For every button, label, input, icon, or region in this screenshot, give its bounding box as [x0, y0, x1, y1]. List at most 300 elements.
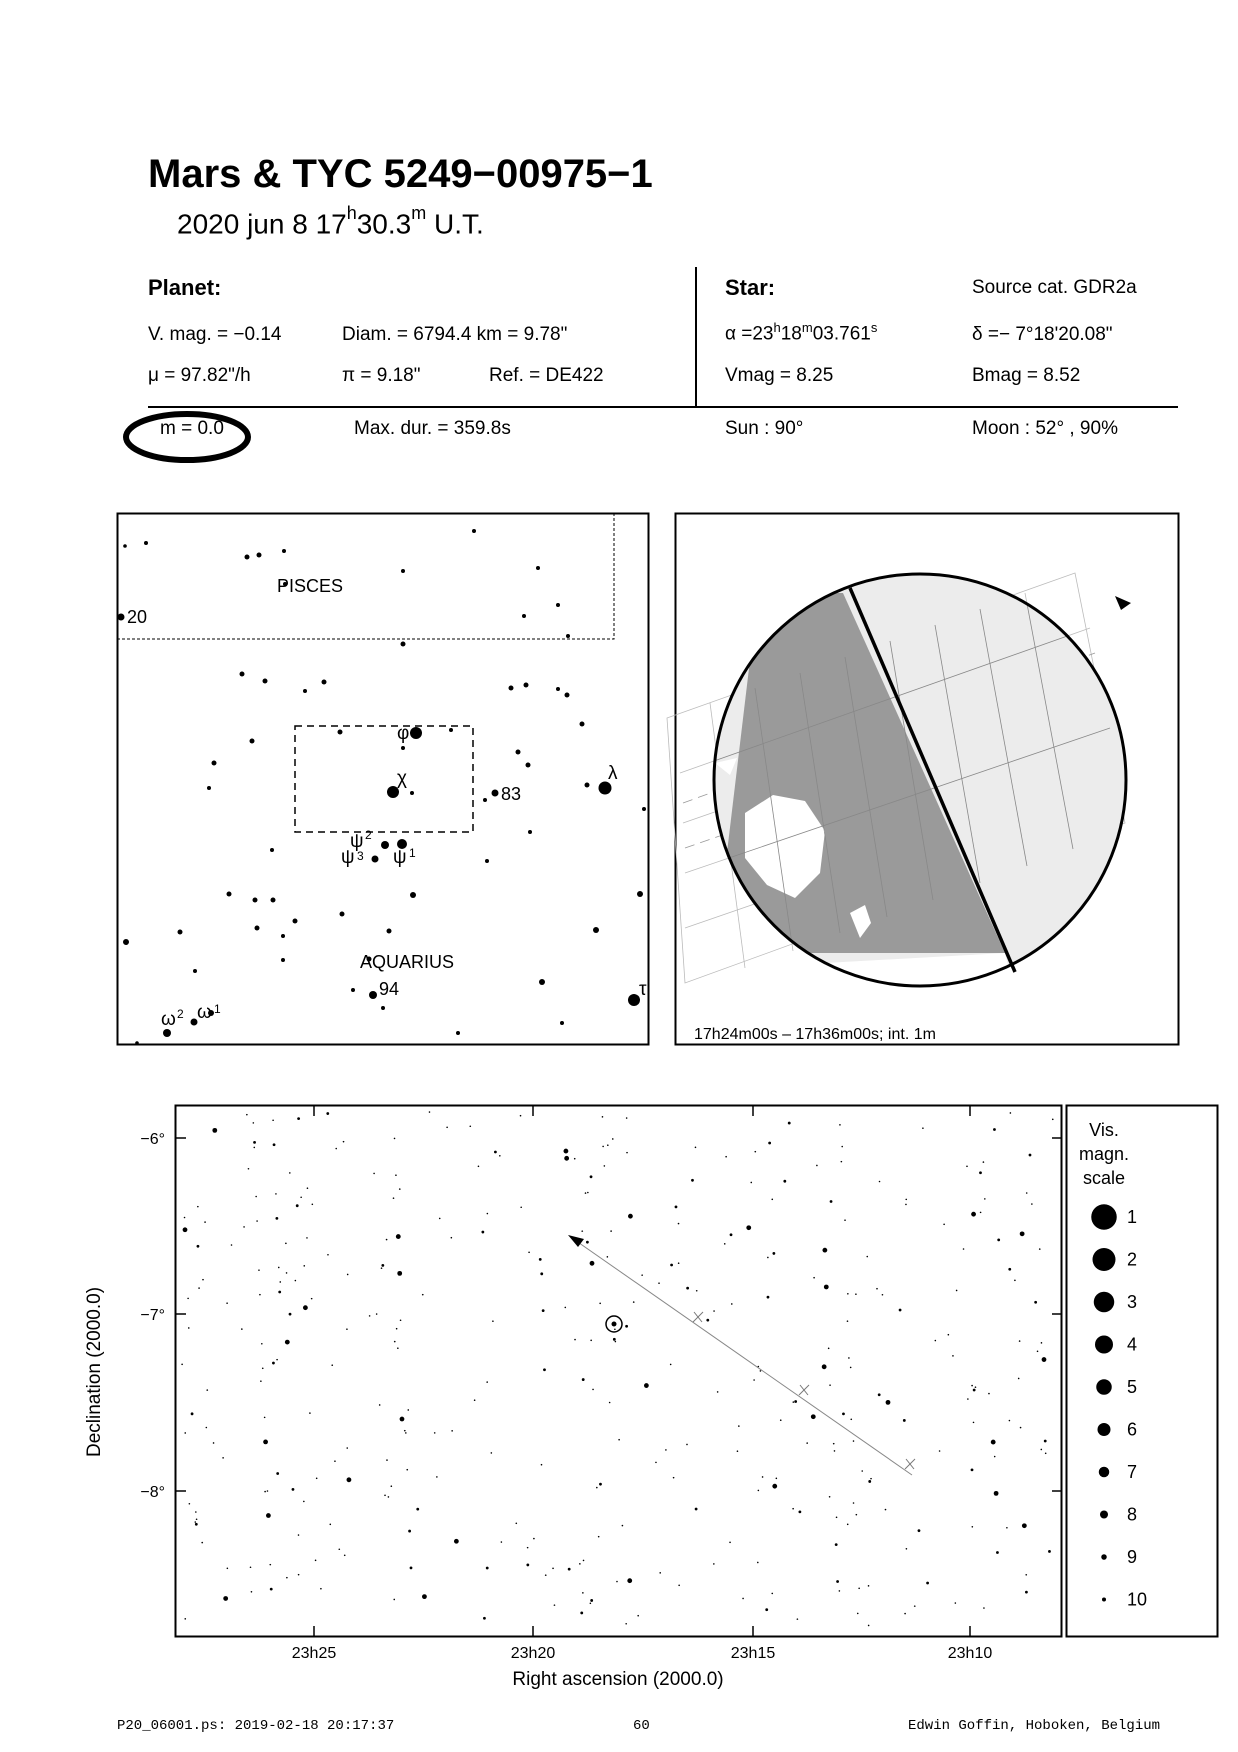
faint-star — [307, 1187, 309, 1189]
faint-star — [338, 1548, 340, 1550]
faint-star — [197, 1245, 200, 1248]
faint-star — [1031, 1203, 1033, 1205]
faint-star — [273, 1143, 276, 1146]
faint-star — [276, 1359, 278, 1361]
faint-star — [394, 1138, 396, 1140]
faint-star — [451, 1237, 453, 1239]
faint-star — [866, 1256, 868, 1258]
faint-star — [922, 1127, 924, 1129]
label-psi2: ψ — [350, 831, 364, 852]
faint-star — [626, 1117, 628, 1119]
faint-star — [858, 1587, 860, 1589]
faint-star — [248, 1168, 250, 1170]
event-max-duration: Max. dur. = 359.8s — [354, 418, 511, 439]
faint-star — [811, 1414, 816, 1419]
finder-star — [245, 555, 250, 560]
faint-star — [1037, 1351, 1039, 1353]
faint-star — [184, 1618, 186, 1620]
faint-star — [1026, 1192, 1028, 1194]
faint-star — [972, 1526, 974, 1528]
faint-star — [746, 1225, 751, 1230]
faint-star — [386, 1459, 388, 1461]
faint-star — [833, 1443, 835, 1445]
faint-star — [298, 1574, 300, 1576]
faint-star — [904, 1613, 906, 1615]
finder-star — [565, 693, 570, 698]
faint-star — [850, 1367, 852, 1369]
finder-star — [560, 1021, 564, 1025]
faint-star — [713, 1310, 715, 1312]
faint-star — [1042, 1357, 1047, 1362]
faint-star — [388, 1496, 390, 1498]
faint-star — [269, 1564, 271, 1566]
faint-star — [939, 1450, 941, 1452]
legend-marker — [1101, 1554, 1107, 1560]
faint-star — [886, 1400, 891, 1405]
legend-marker — [1098, 1423, 1111, 1436]
faint-star — [590, 1340, 592, 1342]
faint-star — [659, 1572, 661, 1574]
faint-star — [1040, 1449, 1042, 1451]
faint-star — [658, 1282, 660, 1284]
faint-star — [590, 1602, 592, 1604]
faint-star — [533, 1538, 535, 1540]
faint-star — [527, 1547, 529, 1549]
faint-star — [545, 1574, 547, 1576]
faint-star — [760, 1370, 762, 1372]
faint-star — [261, 1343, 263, 1345]
finder-star — [522, 614, 526, 618]
faint-star — [706, 1319, 709, 1322]
star-94 — [369, 991, 377, 999]
faint-star — [579, 1563, 581, 1565]
faint-star — [637, 1615, 639, 1617]
faint-star — [730, 1233, 733, 1236]
faint-star — [776, 1478, 778, 1480]
finder-star — [253, 898, 258, 903]
faint-star — [882, 1294, 884, 1296]
faint-star — [1041, 1342, 1043, 1344]
faint-star — [794, 1400, 797, 1403]
faint-star — [607, 1256, 609, 1258]
finder-star — [401, 746, 405, 750]
faint-star — [276, 1472, 279, 1475]
faint-star — [695, 1147, 697, 1149]
faint-star — [613, 1338, 616, 1341]
constellation-finder-map — [117, 513, 649, 1045]
faint-star — [201, 1542, 203, 1544]
finder-star — [135, 1041, 139, 1045]
faint-star — [906, 1548, 908, 1550]
faint-star — [295, 1280, 297, 1282]
faint-star — [587, 1192, 589, 1194]
faint-star — [1029, 1154, 1032, 1157]
faint-star — [334, 1460, 336, 1462]
faint-star — [379, 1404, 381, 1406]
faint-star — [754, 1151, 756, 1153]
finder-star — [401, 642, 406, 647]
faint-star — [198, 1287, 200, 1289]
faint-star — [329, 1524, 331, 1526]
legend-marker — [1102, 1598, 1106, 1602]
finder-star — [123, 544, 127, 548]
faint-star — [501, 1541, 503, 1543]
faint-star — [422, 1294, 424, 1296]
globe-time-caption: 17h24m00s – 17h36m00s; int. 1m — [694, 1026, 936, 1043]
planet-motion: μ = 97.82"/h — [148, 365, 251, 386]
faint-star — [286, 1577, 288, 1579]
faint-star — [604, 1165, 606, 1167]
faint-star — [194, 1521, 196, 1523]
faint-star — [971, 1385, 973, 1387]
star-bmag: Bmag = 8.52 — [972, 365, 1081, 386]
faint-star — [397, 1271, 402, 1276]
star-20 — [118, 614, 125, 621]
finder-star — [410, 892, 416, 898]
x-tick-label: 23h15 — [730, 1645, 776, 1662]
faint-star — [213, 1442, 215, 1444]
faint-star — [303, 1265, 305, 1267]
faint-star — [1020, 1427, 1022, 1429]
faint-star — [598, 1536, 600, 1538]
faint-star — [542, 1309, 545, 1312]
faint-star — [980, 1212, 982, 1214]
faint-star — [206, 1389, 208, 1391]
faint-star — [399, 1188, 401, 1190]
faint-star — [758, 1490, 760, 1492]
faint-star — [1025, 1591, 1028, 1594]
faint-star — [297, 1117, 300, 1120]
faint-star — [491, 1452, 493, 1454]
faint-star — [738, 1425, 740, 1427]
finder-star — [263, 679, 268, 684]
faint-star — [528, 1252, 530, 1254]
faint-star — [618, 1439, 620, 1441]
faint-star — [627, 1578, 632, 1583]
finder-star — [270, 848, 274, 852]
faint-star — [391, 1485, 393, 1487]
faint-star — [381, 1267, 383, 1269]
faint-star — [394, 1341, 396, 1343]
faint-star — [582, 1592, 584, 1594]
faint-star — [602, 1116, 604, 1118]
legend-marker — [1091, 1204, 1117, 1230]
faint-star — [580, 1612, 583, 1615]
finder-star — [340, 912, 345, 917]
faint-star — [227, 1567, 229, 1569]
faint-star — [381, 1264, 384, 1267]
faint-star — [767, 1296, 770, 1299]
legend-marker — [1094, 1292, 1115, 1313]
label-lambda: λ — [608, 763, 618, 784]
finder-star — [351, 988, 355, 992]
faint-star — [1044, 1440, 1047, 1443]
faint-star — [376, 1313, 378, 1315]
finder-star — [642, 807, 646, 811]
faint-star — [543, 1368, 546, 1371]
faint-star — [1008, 1268, 1011, 1271]
faint-star — [585, 1192, 587, 1194]
faint-star — [984, 1198, 986, 1200]
faint-star — [266, 1513, 271, 1518]
y-tick-label: −6° — [140, 1131, 165, 1148]
faint-star — [731, 1303, 733, 1305]
label-chi: χ — [397, 768, 407, 789]
faint-star — [343, 1141, 345, 1143]
faint-star — [582, 1378, 585, 1381]
label-psi1-index: 1 — [409, 846, 416, 860]
faint-star — [835, 1543, 838, 1546]
faint-star — [422, 1594, 427, 1599]
faint-star — [612, 1138, 614, 1140]
faint-star — [481, 1231, 484, 1234]
faint-star — [590, 1261, 595, 1266]
event-m: m = 0.0 — [160, 418, 224, 439]
faint-star — [602, 1146, 604, 1148]
faint-star — [258, 1269, 260, 1271]
faint-star — [492, 1320, 494, 1322]
faint-star — [285, 1243, 287, 1245]
faint-star — [397, 1347, 399, 1349]
x-tick-label: 23h20 — [510, 1645, 556, 1662]
faint-star — [757, 1562, 759, 1564]
faint-star — [187, 1298, 189, 1300]
faint-star — [830, 1200, 833, 1203]
faint-star — [396, 1328, 398, 1330]
faint-star — [979, 1171, 982, 1174]
faint-star — [879, 1181, 881, 1183]
faint-star — [983, 1607, 985, 1609]
faint-star — [196, 1518, 198, 1520]
faint-star — [311, 1298, 313, 1300]
faint-star — [816, 1165, 818, 1167]
faint-star — [246, 1114, 248, 1116]
finder-star — [637, 891, 643, 897]
faint-star — [264, 1417, 266, 1419]
faint-star — [183, 1227, 188, 1232]
faint-star — [742, 1598, 744, 1600]
y-axis-label: Declination (2000.0) — [84, 1286, 105, 1458]
faint-star — [641, 1274, 643, 1276]
finder-star — [207, 786, 211, 790]
legend-magnitude-label: 6 — [1127, 1419, 1138, 1440]
faint-star — [994, 1491, 999, 1496]
faint-star — [841, 1146, 843, 1148]
finder-star — [580, 722, 585, 727]
planet-ephemeris-ref: Ref. = DE422 — [489, 365, 604, 386]
faint-star — [454, 1539, 459, 1544]
footer-author: Edwin Goffin, Hoboken, Belgium — [908, 1718, 1161, 1734]
faint-star — [797, 1618, 799, 1620]
faint-star — [222, 1457, 224, 1459]
faint-star — [792, 1508, 794, 1510]
faint-star — [870, 1478, 872, 1480]
planet-diameter: Diam. = 6794.4 km = 9.78" — [342, 324, 568, 345]
faint-star — [395, 1174, 397, 1176]
faint-star — [408, 1530, 411, 1533]
faint-star — [633, 1301, 635, 1303]
faint-star — [628, 1214, 633, 1219]
label-psi2-index: 2 — [365, 828, 372, 842]
faint-star — [768, 1142, 771, 1145]
faint-star — [696, 1290, 698, 1292]
label-aquarius: AQUARIUS — [360, 952, 455, 972]
star-83 — [492, 790, 499, 797]
faint-star — [195, 1523, 198, 1526]
legend-magnitude-label: 1 — [1127, 1207, 1138, 1227]
faint-star — [1018, 1378, 1020, 1380]
finder-star — [282, 549, 286, 553]
faint-star — [996, 1551, 999, 1554]
faint-star — [568, 1568, 571, 1571]
faint-star — [189, 1503, 191, 1505]
finder-star — [556, 687, 560, 691]
faint-star — [400, 1319, 402, 1321]
faint-star — [622, 1525, 624, 1527]
finder-star — [524, 683, 529, 688]
faint-star — [540, 1272, 543, 1275]
finder-star — [271, 898, 276, 903]
faint-star — [670, 1364, 672, 1366]
faint-star — [184, 1217, 186, 1219]
faint-star — [393, 1599, 395, 1601]
label-omega2: ω — [161, 1009, 176, 1030]
faint-star — [327, 1254, 329, 1256]
faint-star — [836, 1516, 838, 1518]
finder-star — [556, 603, 560, 607]
finder-star — [303, 689, 307, 693]
faint-star — [967, 1398, 969, 1400]
faint-star — [952, 1355, 954, 1357]
finder-star — [483, 798, 487, 802]
faint-star — [429, 1111, 431, 1113]
star-psi2 — [381, 841, 389, 849]
faint-star — [264, 1491, 266, 1493]
faint-star — [289, 1313, 292, 1316]
faint-star — [434, 1432, 436, 1434]
faint-star — [914, 1605, 916, 1607]
legend-marker — [1096, 1379, 1112, 1395]
faint-star — [436, 1476, 438, 1478]
faint-star — [644, 1383, 649, 1388]
faint-star — [405, 1432, 407, 1434]
finder-star — [240, 672, 245, 677]
faint-star — [861, 1470, 863, 1472]
faint-star — [903, 1419, 906, 1422]
finder-star — [144, 541, 148, 545]
faint-star — [780, 1419, 782, 1421]
legend-marker — [1093, 1248, 1116, 1271]
finder-star — [293, 919, 298, 924]
faint-star — [303, 1501, 305, 1503]
faint-star — [439, 1218, 441, 1220]
faint-star — [592, 1389, 594, 1391]
table-vertical-divider — [695, 267, 697, 407]
faint-star — [725, 1156, 727, 1158]
faint-star — [316, 1477, 318, 1479]
faint-star — [850, 1419, 852, 1421]
faint-star — [626, 1152, 628, 1154]
star-psi3 — [372, 856, 379, 863]
faint-star — [993, 1128, 996, 1131]
faint-star — [599, 1303, 601, 1305]
faint-star — [625, 1325, 628, 1328]
finder-star — [449, 728, 453, 732]
finder-star — [387, 929, 392, 934]
faint-star — [678, 1223, 680, 1225]
faint-star — [539, 1258, 542, 1261]
legend-title-line: magn. — [1078, 1144, 1130, 1164]
label-omega2-index: 2 — [177, 1007, 184, 1021]
faint-star — [839, 1124, 841, 1126]
faint-star — [997, 1239, 1000, 1242]
table-horizontal-divider — [148, 406, 1178, 408]
faint-star — [1039, 1248, 1041, 1250]
faint-star — [762, 1476, 764, 1478]
faint-star — [713, 1563, 715, 1565]
label-psi3-index: 3 — [357, 849, 364, 863]
faint-star — [581, 1230, 583, 1232]
faint-star — [255, 1196, 257, 1198]
faint-star — [253, 1141, 256, 1144]
faint-star — [829, 1496, 831, 1498]
faint-star — [655, 1462, 657, 1464]
detail-star-chart — [0, 1090, 1238, 1715]
faint-star — [574, 1158, 576, 1160]
planet-parallax: π = 9.18" — [342, 365, 421, 386]
faint-star — [868, 1480, 871, 1483]
finder-star — [338, 730, 343, 735]
footer-file-info: P20_06001.ps: 2019-02-18 20:17:37 — [117, 1718, 395, 1734]
finder-star — [516, 750, 521, 755]
legend-magnitude-label: 4 — [1127, 1334, 1138, 1355]
faint-star — [856, 1514, 858, 1516]
star-omega2 — [163, 1029, 171, 1037]
faint-star — [583, 1560, 585, 1562]
faint-star — [396, 1234, 401, 1239]
faint-star — [829, 1384, 831, 1386]
faint-star — [231, 1244, 233, 1246]
legend-title-line: scale — [1082, 1168, 1126, 1188]
faint-star — [446, 1126, 448, 1128]
faint-star — [665, 1449, 667, 1451]
finder-star — [585, 783, 590, 788]
legend-marker — [1099, 1467, 1110, 1478]
finder-star — [281, 934, 285, 938]
faint-star — [292, 1488, 295, 1491]
faint-star — [824, 1285, 829, 1290]
legend-marker — [1095, 1336, 1113, 1354]
faint-star — [991, 1440, 996, 1445]
faint-star — [1019, 1340, 1021, 1342]
faint-star — [250, 1566, 252, 1568]
faint-star — [469, 1125, 471, 1127]
x-axis-label: Right ascension (2000.0) — [512, 1669, 724, 1690]
faint-star — [918, 1529, 921, 1532]
faint-star — [315, 1560, 317, 1562]
faint-star — [899, 1309, 902, 1312]
finder-star — [472, 529, 476, 533]
finder-star — [257, 553, 262, 558]
faint-star — [303, 1305, 308, 1310]
faint-star — [275, 1193, 277, 1195]
faint-star — [729, 1542, 731, 1544]
faint-star — [609, 1402, 611, 1404]
finder-star — [566, 634, 570, 638]
faint-star — [298, 1534, 300, 1536]
star-source-catalog: Source cat. GDR2a — [972, 277, 1137, 298]
finder-star — [485, 859, 489, 863]
